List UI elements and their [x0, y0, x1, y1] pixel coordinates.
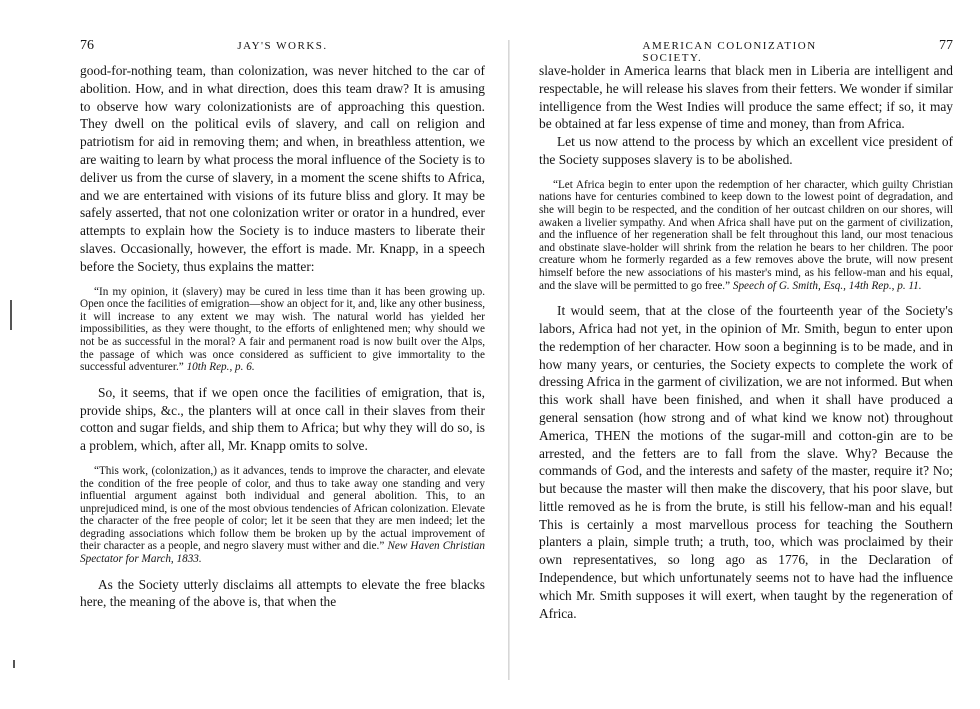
right-running-title: AMERICAN COLONIZATION SOCIETY. — [642, 40, 817, 64]
page-edge-mark — [10, 300, 12, 330]
left-paragraph-1: good-for-nothing team, than colonization, was never hitched to the car of abolition. How, and in what direction, does this team draw? It is amusing to observe how wary colonizationists are of approaching this question. They dwell on the political evils of slavery, and call on religion and patriotism for aid in removing them; and when, in breathless attention, we are waiting to learn by what process the moral influence of the Society is to deliver us from the curse of slavery, in a moment the scene shifts to Africa, and we are entertained with visions of its future bliss and glory. It may be safely asserted, that not one colonization writer or orator in a hundred, ever attempts to explain how the Society is to induce masters to liberate their slaves. Occasionally, however, the effort is made. Mr. Knapp, in a speech before the Society, thus explains the matter: — [80, 63, 485, 274]
right-page — [539, 38, 953, 622]
right-paragraph-2: Let us now attend to the process by which an excellent vice president of the Society supposes slavery is to be abolished. — [539, 134, 953, 167]
left-paragraph-3: As the Society utterly disclaims all attempts to elevate the free blacks here, the meaning of the above is, that when the — [80, 576, 485, 610]
right-quote-1-text: “Let Africa begin to enter upon the redemption of her character, which guilty Christian nations have for centuries combined to keep down to the lowest point of degradation, and she will begin to be respected, and the condition of her outcast children on our shores, will awaken a livelier sympathy. And when Africa shall have put on the garment of civilization, and the influence of her regeneration shall be felt throughout this land, our most tenacious and obstinate slave-holder will shrink from the relation he bears to her children. The poor creature whom he formerly regarded as a few removes above the brute, will now present himself before the new associations of his master's mind, as his fellow-man and his equal, and the slave will be permitted to go free.” — [539, 178, 953, 292]
right-quote-1 — [539, 179, 953, 292]
right-paragraph-1: slave-holder in America learns that black men in Liberia are intelligent and respectable, he will release his slaves from their fetters. We wonder if similar intelligence from the West Indies will produce the same effect; if so, it may be obtained at far less expense of time and money, than from Africa. — [539, 63, 953, 132]
book-gutter — [508, 40, 510, 680]
left-paragraph-2: So, it seems, that if we open once the facilities of emigration, that is, provide ships, &c., the planters will at once call in their slaves from their cotton and sugar fields, and ship them to Africa; but why they will do so, is a problem, which, after all, Mr. Knapp omits to solve. — [80, 384, 485, 454]
right-page-number: 77 — [939, 38, 953, 53]
right-running-head — [539, 38, 953, 64]
left-running-title: JAY'S WORKS. — [237, 40, 328, 52]
left-quote-2-citation: New Haven Christian Spectator for March, 1833. — [80, 540, 485, 566]
left-page — [80, 38, 485, 611]
left-running-head — [80, 38, 485, 56]
left-quote-2 — [80, 465, 485, 566]
left-quote-1 — [80, 286, 485, 374]
left-quote-1-citation: 10th Rep., p. 6. — [186, 361, 255, 374]
right-paragraph-3: It would seem, that at the close of the fourteenth year of the Society's labors, Africa had not yet, in the opinion of Mr. Smith, begun to enter upon the redemption of her character. How soon a beginning is to be made, and in how many years, or centuries, the Society expects to complete the work of dressing Africa in the garment of civilization, we are not informed. But when this work shall have been finished, and when it shall have produced a general sensation (how strong and of what kind we know not) throughout America, THEN the motions of the sugar-mill and cotton-gin are to be arrested, and the fetters are to fall from the slave. Why? Because the commands of God, and the interests and safety of the master, require it? No; but because the master will then make the discovery, that his poor slave, but little removed as he is from the brute, is still his fellow-man and his equal! This is certainly a most marvellous process for teaching the Southern planters a plain, simple truth; a truth, too, which was proclaimed by their own representatives, so long ago as 1776, in the Declaration of Independence, but which unfortunately seems not to have had the influence which Mr. Smith supposes it will exert, when taught by the regeneration of Africa. — [539, 303, 953, 621]
left-page-number: 76 — [80, 38, 94, 53]
left-quote-2-text: “This work, (colonization,) as it advances, tends to improve the character, and elevate the condition of the free people of color, and thus to take away one standing and very influential argument against both individual and general abolition. This, to an unprejudiced mind, is one of the most obvious tendencies of African colonization. Elevate the character of the free people of color; let it be seen that they are men indeed; let the degrading associations which follow them be broken up by the actual improvement of their character as a people, and negro slavery must wither and die.” — [80, 464, 485, 553]
page-edge-mark — [13, 660, 15, 668]
left-quote-1-text: “In my opinion, it (slavery) may be cured in less time than it has been growing up. Open once the facilities of emigration—show an object for it, and, like any other business, it will increase to any extent we may wish. The natural world has yielded her impossibilities, as they were thought, to the efforts of enlightened men; why should we not be as successful in the moral? A fair and permanent road is now built over the Alps, the passage of which was once considered as sufficient to give immortality to the successful adventurer.” — [80, 285, 485, 374]
right-quote-1-citation: Speech of G. Smith, Esq., 14th Rep., p. 11. — [732, 279, 922, 292]
